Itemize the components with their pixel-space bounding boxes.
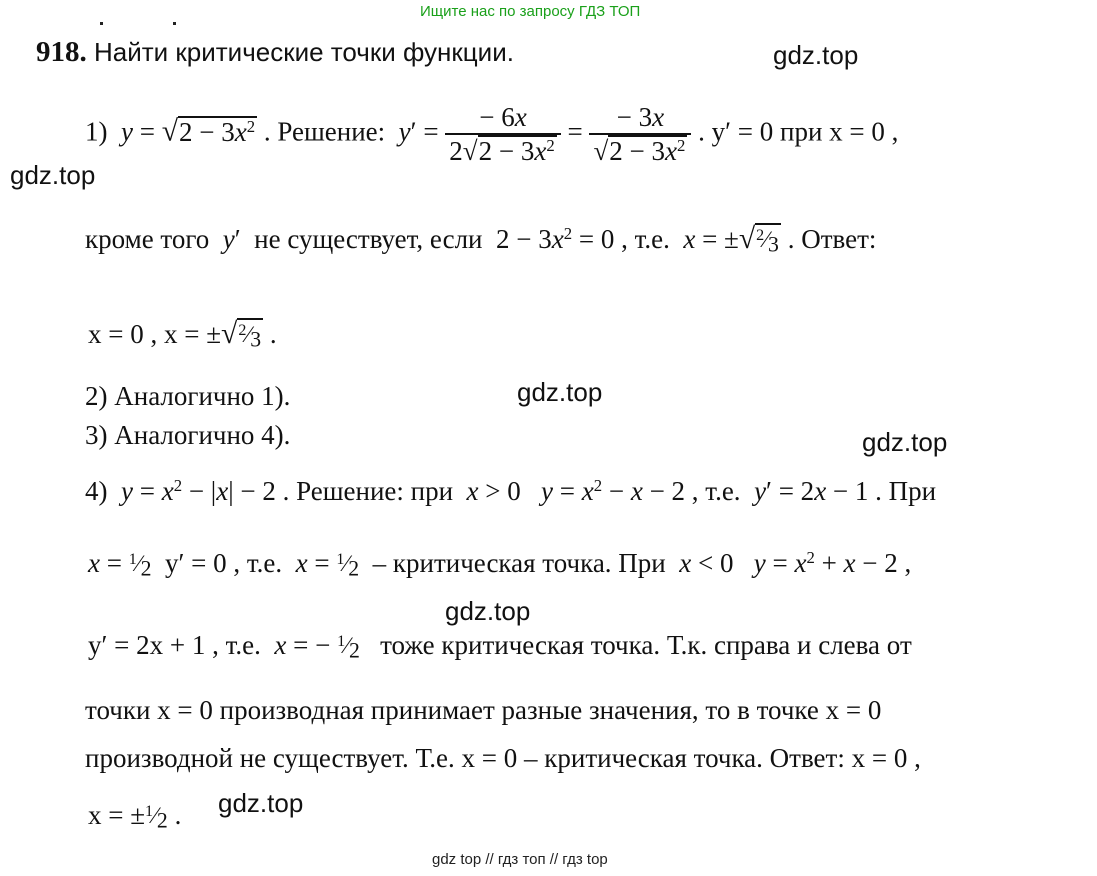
watermark: gdz.top [218, 788, 304, 818]
scan-speck [100, 22, 103, 25]
promo-banner[interactable]: Ищите нас по запросу ГДЗ ТОП [420, 3, 641, 20]
watermark: gdz.top [445, 596, 531, 626]
scan-speck [173, 22, 176, 25]
problem-heading [36, 36, 514, 69]
part4-line5: производной не существует. Т.е. x = 0 – критическая точка. Ответ: x = 0 , [85, 743, 921, 773]
derivative-zero: . y′ = 0 при x = 0 , [698, 116, 899, 147]
part4-line1: 4) $y = x^2 - |x| - 2$ . Решение: при x > 0 $y = x^2 - x - 2$ , т.е. y′ = 2x − 1 . При [85, 475, 937, 506]
part3-line: 3) Аналогично 4). [85, 420, 291, 450]
part1-line2: кроме того y′ не существует, если $2 - 3x^2 = 0$ , т.е. x = ±√$^2$⁄3 . Ответ: [85, 223, 877, 257]
derivative-fraction: $\frac{- 6x}{2√2 - 3x^2}$ [445, 102, 560, 167]
part1-line1: 1) $y = √2 - 3x^2$ . Решение: y′ = $\frac{- 6x}{2√2 - 3x^2}$ = $\frac{- 3x}{√2 - 3x^2}$ . y′ = 0 при x = 0 , [85, 102, 899, 166]
part4-line4: точки x = 0 производная принимает разные значения, то в точке x = 0 [85, 695, 882, 725]
part2-line: 2) Аналогично 1). [85, 381, 291, 411]
part1-answer: x = 0 , x = ±√$^2$⁄3 . [88, 318, 277, 352]
watermark: gdz.top [862, 427, 948, 457]
solution-word: . Решение: [263, 116, 386, 147]
watermark: gdz.top [10, 160, 96, 190]
problem-number: 918. [36, 36, 87, 68]
part4-line6: x = ±$^1$⁄2 . [88, 800, 182, 833]
watermark: gdz.top [517, 377, 603, 407]
part4-line2: x = $^1$⁄2 y′ = 0 , т.е. x = $^1$⁄2 – критическая точка. При x < 0 $y = x^2 + x - 2$ , [88, 547, 912, 581]
watermark: gdz.top [773, 40, 859, 70]
part1-label: 1) [85, 116, 108, 147]
part4-line3: y′ = 2x + 1 , т.е. x = − $^1$⁄2 тоже критическая точка. Т.к. справа и слева от [88, 630, 912, 663]
derivative-fraction-simplified: $\frac{- 3x}{√2 - 3x^2}$ [589, 102, 691, 167]
problem-title: Найти критические точки функции. [93, 37, 514, 67]
footer-links[interactable]: gdz top // гдз топ // гдз top [432, 851, 608, 868]
